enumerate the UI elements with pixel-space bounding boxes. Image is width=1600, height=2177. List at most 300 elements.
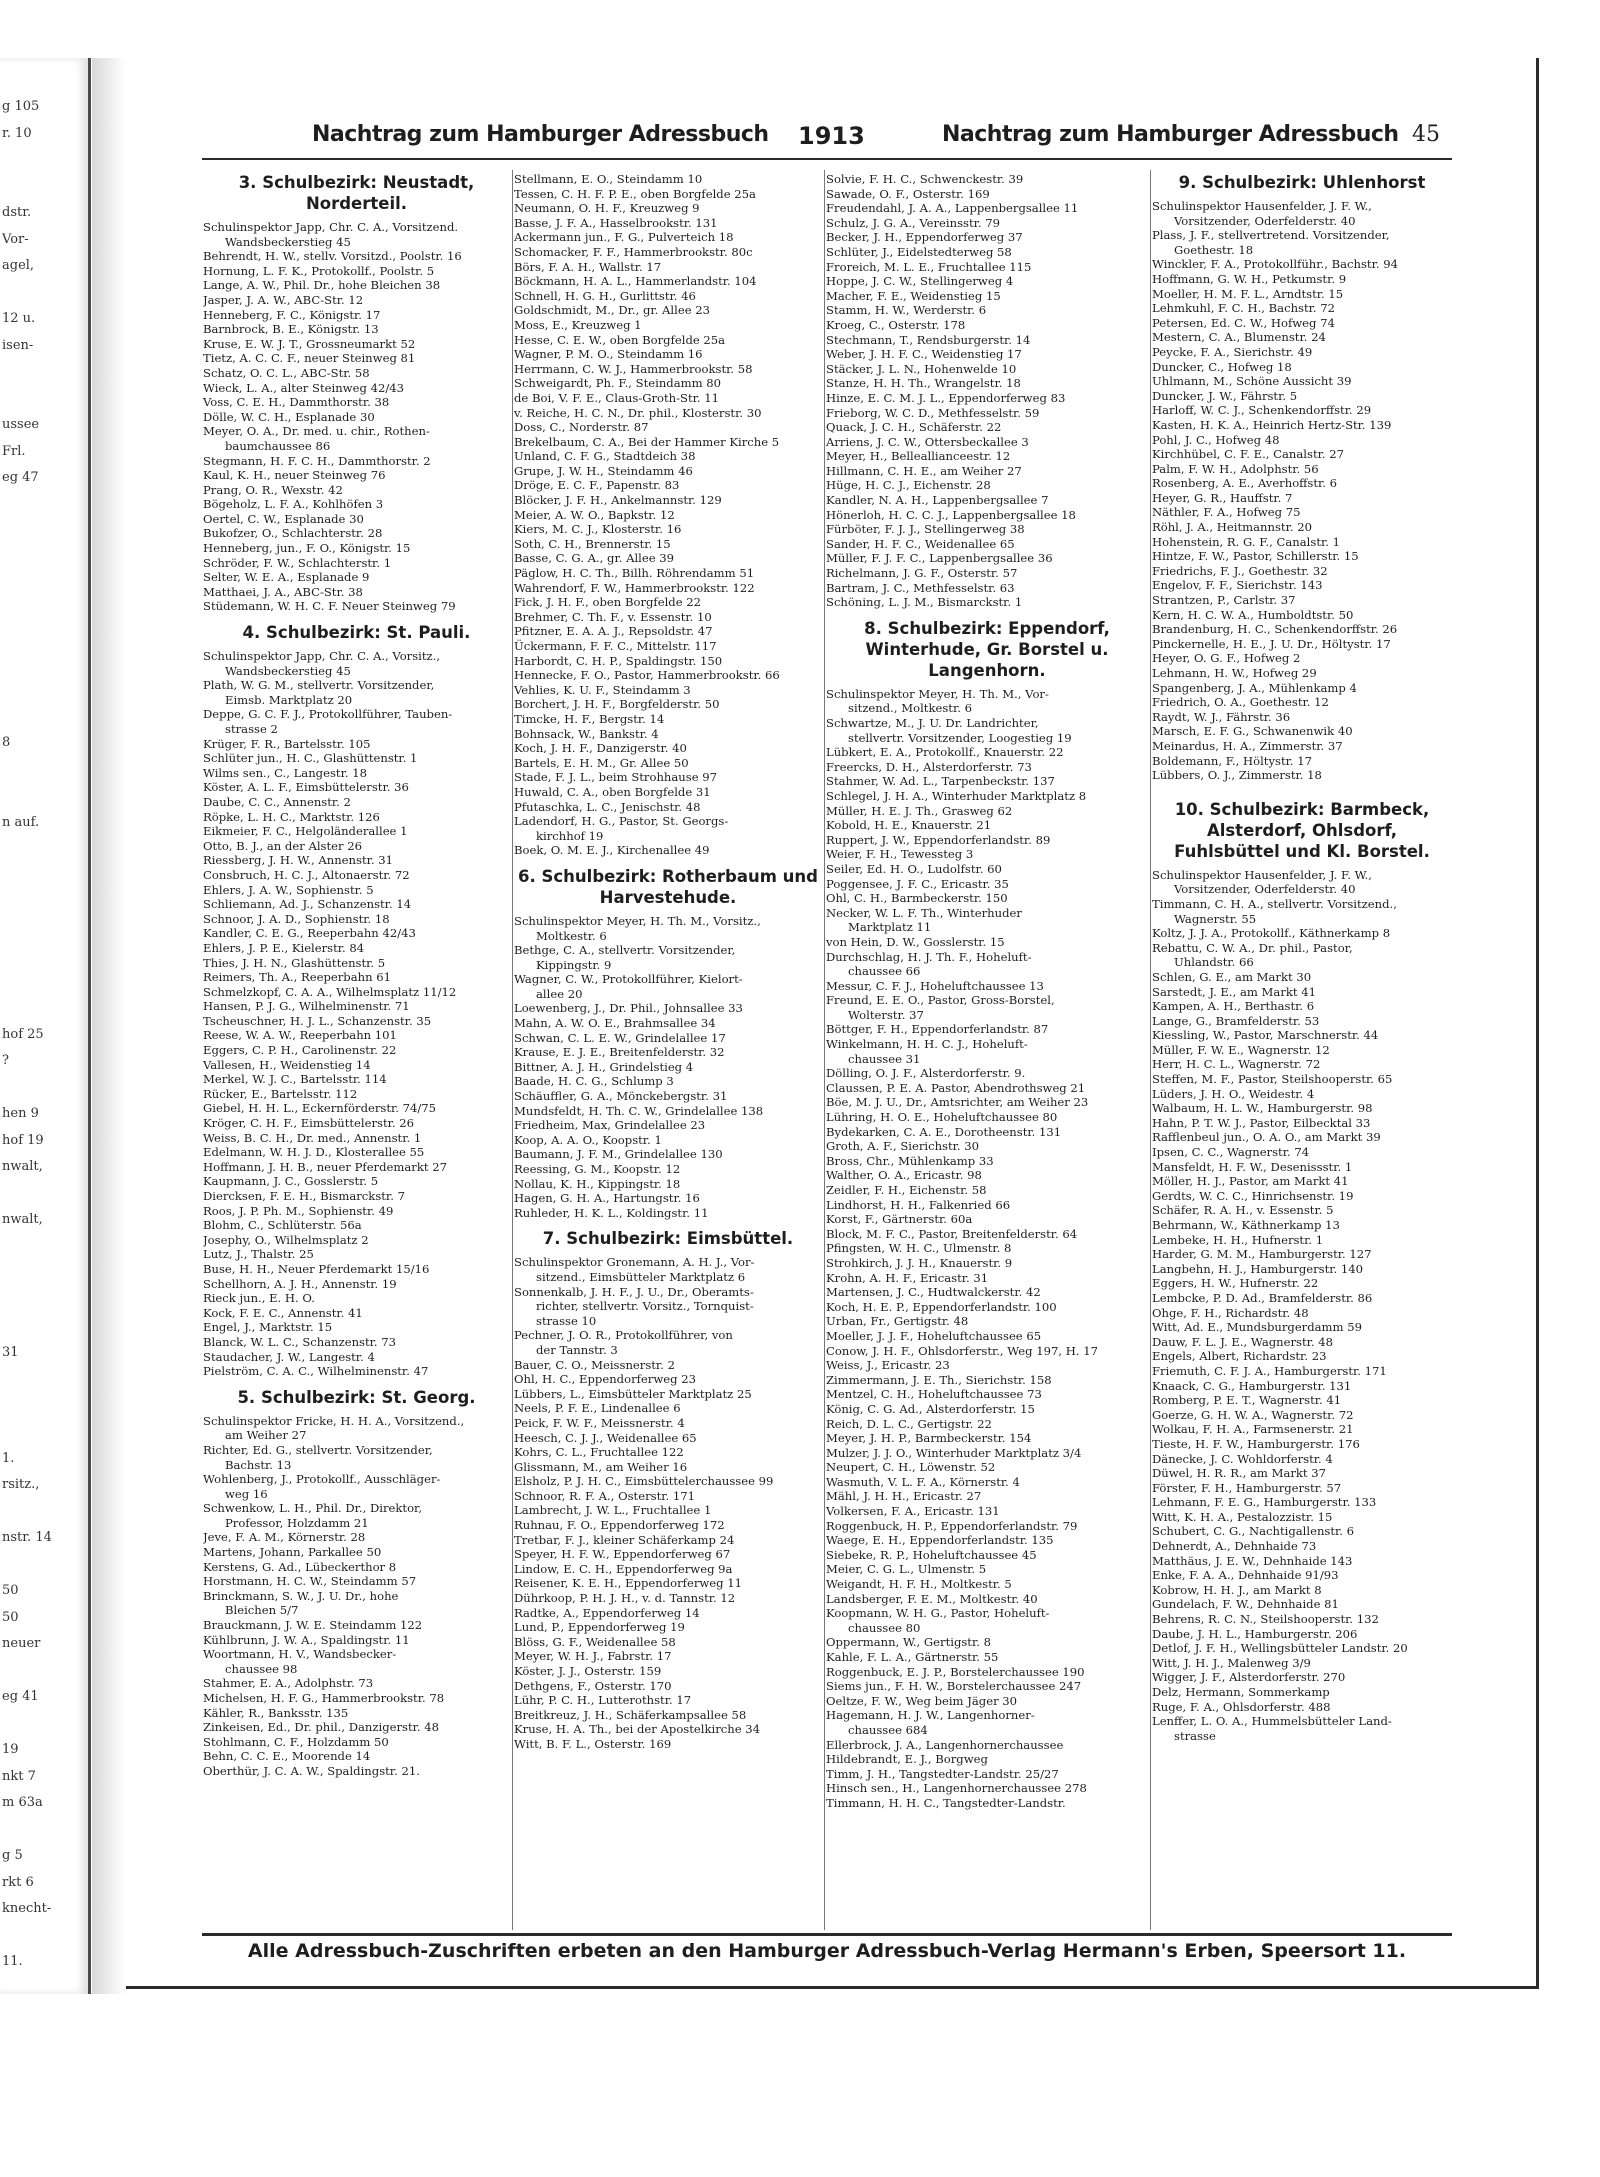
directory-entry: Dölling, O. J. F., Alsterdorferstr. 9. bbox=[826, 1066, 1026, 1081]
entry-continuation: Moltkestr. 6 bbox=[536, 928, 607, 943]
directory-entry: Krause, E. J. E., Breitenfelderstr. 32 bbox=[514, 1045, 725, 1060]
directory-entry: Roggenbuck, H. P., Eppendorferlandstr. 79 bbox=[826, 1518, 1078, 1533]
previous-page-fragment: 19 bbox=[2, 1742, 19, 1757]
directory-entry: Duncker, J. W., Fährstr. 5 bbox=[1152, 388, 1298, 403]
previous-page-fragment: 11. bbox=[2, 1954, 23, 1969]
directory-entry: Lüders, J. H. O., Weidestr. 4 bbox=[1152, 1086, 1315, 1101]
directory-entry: Förster, F. H., Hamburgerstr. 57 bbox=[1152, 1480, 1342, 1495]
directory-entry: Dänecke, J. C. Wohldorferstr. 4 bbox=[1152, 1451, 1333, 1466]
directory-entry: Meier, C. G. L., Ulmenstr. 5 bbox=[826, 1562, 987, 1577]
previous-page-fragment: hof 25 bbox=[2, 1026, 44, 1042]
directory-entry: Friedrichs, F. J., Goethestr. 32 bbox=[1152, 563, 1328, 578]
directory-entry: Heyer, G. R., Hauffstr. 7 bbox=[1152, 490, 1293, 505]
previous-page-fragment: nwalt, bbox=[2, 1212, 43, 1227]
directory-entry: Harbordt, C. H. P., Spaldingstr. 150 bbox=[514, 653, 723, 668]
previous-page-fragment: 1. bbox=[2, 1450, 15, 1466]
directory-entry: Enke, F. A. A., Dehnhaide 91/93 bbox=[1152, 1568, 1339, 1583]
directory-entry: Horstmann, H. C. W., Steindamm 57 bbox=[203, 1574, 417, 1589]
directory-entry: Wagner, C. W., Protokollführer, Kielort- bbox=[514, 972, 743, 987]
directory-entry: Boek, O. M. E. J., Kirchenallee 49 bbox=[514, 843, 710, 858]
previous-page-fragment bbox=[2, 840, 86, 858]
previous-page-fragment: eg 47 bbox=[2, 470, 39, 485]
directory-entry: Schnoor, R. F. A., Osterstr. 171 bbox=[514, 1488, 695, 1503]
directory-entry: Urban, Fr., Gertigstr. 48 bbox=[826, 1314, 969, 1329]
directory-entry: Matthäus, J. E. W., Dehnhaide 143 bbox=[1152, 1553, 1353, 1568]
directory-entry: Goerze, G. H. W. A., Wagnerstr. 72 bbox=[1152, 1407, 1354, 1422]
entry-continuation: Bachstr. 13 bbox=[225, 1457, 292, 1472]
directory-entry: Meyer, O. A., Dr. med. u. chir., Rothen- bbox=[203, 424, 430, 439]
directory-entry: Edelmann, W. H. J. D., Klosterallee 55 bbox=[203, 1145, 425, 1160]
directory-entry: Brinckmann, S. W., J. U. Dr., hohe bbox=[203, 1588, 399, 1603]
directory-entry: Korst, F., Gärtnerstr. 60a bbox=[826, 1212, 973, 1227]
previous-page-fragment: agel, bbox=[2, 258, 35, 273]
previous-page-fragment bbox=[2, 575, 86, 593]
directory-entry: Moeller, H. M. F. L., Arndtstr. 15 bbox=[1152, 286, 1344, 301]
directory-entry: Kobrow, H. H. J., am Markt 8 bbox=[1152, 1582, 1322, 1597]
directory-entry: Conow, J. H. F., Ohlsdorferstr., Weg 197, H. 17 bbox=[826, 1343, 1098, 1358]
directory-entry: Romberg, P. E. T., Wagnerstr. 41 bbox=[1152, 1393, 1342, 1408]
directory-entry: Timmann, H. H. C., Tangstedter-Landstr. bbox=[826, 1795, 1066, 1810]
directory-entry: Dührkoop, P. H. J. H., v. d. Tannstr. 12 bbox=[514, 1591, 736, 1606]
directory-entry: Basse, C. G. A., gr. Allee 39 bbox=[514, 551, 675, 566]
entry-continuation: kirchhof 19 bbox=[536, 828, 604, 843]
directory-entry: Glissmann, M., am Weiher 16 bbox=[514, 1459, 688, 1474]
directory-entry: Ruge, F. A., Ohlsdorferstr. 488 bbox=[1152, 1699, 1331, 1714]
page-number: 45 bbox=[1412, 122, 1440, 147]
directory-entry: Strantzen, P., Carlstr. 37 bbox=[1152, 593, 1296, 608]
directory-entry: Kern, H. C. W. A., Humboldtstr. 50 bbox=[1152, 607, 1354, 622]
directory-entry: Hildebrandt, E. J., Borgweg bbox=[826, 1752, 988, 1767]
directory-entry: Speyer, H. F. W., Eppendorferweg 67 bbox=[514, 1547, 731, 1562]
directory-entry: Düwel, H. R. R., am Markt 37 bbox=[1152, 1466, 1327, 1481]
page-edge-bottom bbox=[126, 1986, 1539, 1989]
entry-continuation: Vorsitzender, Oderfelderstr. 40 bbox=[1174, 882, 1356, 897]
directory-entry: Pohl, J. C., Hofweg 48 bbox=[1152, 432, 1280, 447]
previous-page-fragment bbox=[2, 1238, 86, 1256]
directory-entry: Schulinspektor Fricke, H. H. A., Vorsitzend., bbox=[203, 1413, 465, 1428]
running-header bbox=[312, 120, 1452, 154]
directory-entry: Schöning, L. J. M., Bismarckstr. 1 bbox=[826, 595, 1023, 610]
directory-entry: Brekelbaum, C. A., Bei der Hammer Kirche 5 bbox=[514, 434, 780, 449]
previous-page-fragment bbox=[2, 1423, 86, 1441]
directory-entry: Claussen, P. E. A. Pastor, Abendrothsweg 21 bbox=[826, 1080, 1086, 1095]
directory-entry: Plass, J. F., stellvertretend. Vorsitzender, bbox=[1152, 228, 1390, 243]
entry-continuation: sitzend., Eimsbütteler Marktplatz 6 bbox=[536, 1269, 746, 1284]
directory-entry: Dethgens, F., Osterstr. 170 bbox=[514, 1678, 672, 1693]
previous-page-fragment: n auf. bbox=[2, 814, 40, 830]
directory-entry: Hoppe, J. C. W., Stellingerweg 4 bbox=[826, 274, 1014, 289]
directory-entry: Ruhleder, H. K. L., Koldingstr. 11 bbox=[514, 1205, 709, 1220]
directory-entry: Schwan, C. L. E. W., Grindelallee 17 bbox=[514, 1030, 726, 1045]
directory-entry: Lehmann, F. E. G., Hamburgerstr. 133 bbox=[1152, 1495, 1377, 1510]
directory-entry: Vehlies, K. U. F., Steindamm 3 bbox=[514, 682, 691, 697]
directory-entry: Ladendorf, H. G., Pastor, St. Georgs- bbox=[514, 814, 729, 829]
entry-continuation: chaussee 98 bbox=[225, 1661, 298, 1676]
directory-entry: Winckler, F. A., Protokollführ., Bachstr. 94 bbox=[1152, 257, 1398, 272]
directory-entry: Elsholz, P. J. H. C., Eimsbüttelerchaussee 99 bbox=[514, 1474, 774, 1489]
entry-continuation: chaussee 80 bbox=[848, 1620, 921, 1635]
directory-entry: Merkel, W. J. C., Bartelsstr. 114 bbox=[203, 1072, 387, 1087]
directory-entry: Uhlmann, M., Schöne Aussicht 39 bbox=[1152, 374, 1352, 389]
directory-entry: Hornung, L. F. K., Protokollf., Poolstr. 5 bbox=[203, 263, 435, 278]
entry-continuation: Wolterstr. 37 bbox=[848, 1007, 924, 1022]
school-district-heading: 4. Schulbezirk: St. Pauli. bbox=[242, 623, 471, 643]
previous-page-fragment bbox=[2, 787, 86, 805]
directory-entry: Knaack, C. G., Hamburgerstr. 131 bbox=[1152, 1378, 1352, 1393]
directory-entry: Detlof, J. F. H., Wellingsbütteler Landstr. 20 bbox=[1152, 1641, 1408, 1656]
previous-page-fragment bbox=[2, 1927, 86, 1945]
directory-entry: Reich, D. L. C., Gertigstr. 22 bbox=[826, 1416, 992, 1431]
directory-entry: Duncker, C., Hofweg 18 bbox=[1152, 359, 1292, 374]
directory-entry: Sawade, O. F., Osterstr. 169 bbox=[826, 186, 990, 201]
directory-entry: Wilms sen., C., Langestr. 18 bbox=[203, 765, 367, 780]
directory-entry: Mansfeldt, H. F. W., Desenissstr. 1 bbox=[1152, 1159, 1353, 1174]
directory-entry: Seiler, Ed. H. O., Ludolfstr. 60 bbox=[826, 861, 1002, 876]
directory-entry: Blohm, C., Schlüterstr. 56a bbox=[203, 1218, 362, 1233]
directory-entry: Stahmer, W. Ad. L., Tarpenbeckstr. 137 bbox=[826, 774, 1055, 789]
directory-entry: Lübbers, O. J., Zimmerstr. 18 bbox=[1152, 768, 1322, 783]
directory-entry: Kandler, C. E. G., Reeperbahn 42/43 bbox=[203, 926, 416, 941]
directory-entry: Ückermann, F. F. C., Mittelstr. 117 bbox=[514, 639, 717, 653]
directory-entry: Jasper, J. A. W., ABC-Str. 12 bbox=[203, 292, 364, 307]
directory-entry: Bögeholz, L. F. A., Kohlhöfen 3 bbox=[203, 497, 384, 512]
directory-entry: Pinckernelle, H. E., J. U. Dr., Höltystr. 17 bbox=[1152, 636, 1391, 651]
directory-entry: Martens, Johann, Parkallee 50 bbox=[203, 1545, 382, 1560]
directory-entry: Lindhorst, H. H., Falkenried 66 bbox=[826, 1197, 1011, 1212]
column-2 bbox=[514, 172, 822, 1929]
directory-entry: Hintze, F. W., Pastor, Schillerstr. 15 bbox=[1152, 549, 1359, 564]
directory-entry: Kock, F. E. C., Annenstr. 41 bbox=[203, 1305, 363, 1320]
entry-continuation: Vorsitzender, Oderfelderstr. 40 bbox=[1174, 213, 1356, 228]
directory-entry: Herrmann, C. W. J., Hammerbrookstr. 58 bbox=[514, 361, 753, 376]
directory-entry: Timm, J. H., Tangstedter-Landstr. 25/27 bbox=[826, 1766, 1059, 1781]
directory-entry: Ohl, H. C., Eppendorferweg 23 bbox=[514, 1372, 696, 1387]
directory-entry: Solvie, F. H. C., Schwenckestr. 39 bbox=[826, 172, 1024, 186]
directory-entry: Schubert, C. G., Nachtigallenstr. 6 bbox=[1152, 1524, 1355, 1539]
directory-entry: Mundsfeldt, H. Th. C. W., Grindelallee 138 bbox=[514, 1103, 764, 1118]
directory-entry: Oertel, C. W., Esplanade 30 bbox=[203, 511, 364, 526]
directory-entry: Ruppert, J. W., Eppendorferlandstr. 89 bbox=[826, 832, 1051, 847]
directory-entry: Meier, A. W. O., Bapkstr. 12 bbox=[514, 507, 675, 522]
directory-entry: Poggensee, J. F. C., Ericastr. 35 bbox=[826, 876, 1009, 891]
directory-entry: Hönerloh, H. C. C. J., Lappenbergsallee 18 bbox=[826, 507, 1076, 522]
directory-entry: Radtke, A., Eppendorferweg 14 bbox=[514, 1605, 700, 1620]
directory-entry: Macher, F. E., Weidenstieg 15 bbox=[826, 288, 1001, 303]
previous-page-fragment bbox=[2, 1662, 86, 1680]
directory-entry: Neupert, C. H., Löwenstr. 52 bbox=[826, 1460, 996, 1475]
directory-entry: Palm, F. W. H., Adolphstr. 56 bbox=[1152, 461, 1319, 476]
directory-entry: Huwald, C. A., oben Borgfelde 31 bbox=[514, 784, 711, 799]
directory-entry: Moeller, J. J. F., Hoheluftchaussee 65 bbox=[826, 1328, 1042, 1343]
directory-entry: Hinsch sen., H., Langenhornerchaussee 278 bbox=[826, 1781, 1087, 1796]
directory-entry: Ackermann jun., F. G., Pulverteich 18 bbox=[514, 230, 734, 245]
directory-entry: Kiers, M. C. J., Klosterstr. 16 bbox=[514, 522, 682, 537]
directory-entry: Börs, F. A. H., Wallstr. 17 bbox=[514, 259, 662, 274]
directory-entry: Eggers, H. W., Hufnerstr. 22 bbox=[1152, 1276, 1319, 1291]
directory-entry: Siebeke, R. P., Hoheluftchaussee 45 bbox=[826, 1547, 1037, 1562]
directory-entry: Kirchhübel, C. F. E., Canalstr. 27 bbox=[1152, 447, 1344, 462]
directory-entry: Behn, C. C. E., Moorende 14 bbox=[203, 1749, 371, 1764]
directory-entry: Lehmkuhl, F. C. H., Bachstr. 72 bbox=[1152, 301, 1336, 316]
directory-entry: Stellmann, E. O., Steindamm 10 bbox=[514, 172, 703, 186]
directory-entry: Staudacher, J. W., Langestr. 4 bbox=[203, 1349, 375, 1364]
entry-continuation: weg 16 bbox=[225, 1486, 268, 1501]
previous-page-fragment: Vor- bbox=[2, 231, 29, 247]
directory-entry: Schulinspektor Japp, Chr. C. A., Vorsitzend. bbox=[203, 220, 459, 234]
directory-entry: Freund, E. E. O., Pastor, Gross-Borstel, bbox=[826, 993, 1055, 1008]
directory-entry: Kobold, H. E., Knauerstr. 21 bbox=[826, 818, 992, 833]
directory-entry: Lühring, H. O. E., Hoheluftchaussee 80 bbox=[826, 1110, 1058, 1125]
directory-entry: Gerdts, W. C. C., Hinrichsenstr. 19 bbox=[1152, 1188, 1354, 1203]
previous-page-fragment bbox=[2, 496, 86, 514]
directory-entry: Hillmann, C. H. E., am Weiher 27 bbox=[826, 463, 1022, 478]
directory-entry: Stäcker, J. L. N., Hohenwelde 10 bbox=[826, 361, 1017, 376]
directory-entry: Walther, O. A., Ericastr. 98 bbox=[826, 1168, 982, 1183]
directory-entry: Eggers, C. P. H., Carolinenstr. 22 bbox=[203, 1043, 397, 1058]
previous-page-fragment: isen- bbox=[2, 337, 34, 353]
directory-entry: Kampen, A. H., Berthastr. 6 bbox=[1152, 999, 1315, 1014]
school-district-heading: 9. Schulbezirk: Uhlenhorst bbox=[1178, 173, 1426, 192]
directory-entry: Lutz, J., Thalstr. 25 bbox=[203, 1247, 314, 1262]
directory-entry: Barnbrock, B. E., Königstr. 13 bbox=[203, 322, 379, 337]
directory-entry: Voss, C. E. H., Dammthorstr. 38 bbox=[203, 395, 390, 410]
school-district-heading: 5. Schulbezirk: St. Georg. bbox=[237, 1387, 476, 1407]
directory-entry: Schwartze, M., J. U. Dr. Landrichter, bbox=[826, 716, 1039, 730]
directory-entry: Henneberg, F. C., Königstr. 17 bbox=[203, 307, 381, 322]
directory-entry: Delz, Hermann, Sommerkamp bbox=[1152, 1685, 1330, 1699]
directory-entry: Fürböter, F. J. J., Stellingerweg 38 bbox=[826, 522, 1025, 537]
directory-entry: Messur, C. F. J., Hoheluftchaussee 13 bbox=[826, 978, 1044, 993]
school-district-heading: 10. Schulbezirk: Barmbeck, Alsterdorf, Ohlsdorf, Fuhlsbüttel und Kl. Borstel. bbox=[1174, 799, 1430, 861]
directory-entry: Nollau, K. H., Kippingstr. 18 bbox=[514, 1176, 681, 1191]
directory-entry: Stamm, H. W., Werderstr. 6 bbox=[826, 303, 987, 318]
directory-entry: Quack, J. C. H., Schäferstr. 22 bbox=[826, 420, 1002, 435]
directory-entry: Tieste, H. F. W., Hamburgerstr. 176 bbox=[1152, 1436, 1360, 1451]
directory-entry: Dauw, F. L. J. E., Wagnerstr. 48 bbox=[1152, 1334, 1334, 1349]
entry-continuation: baumchaussee 86 bbox=[225, 438, 331, 453]
previous-page-fragment: Frl. bbox=[2, 443, 26, 459]
directory-entry: Schatz, O. C. L., ABC-Str. 58 bbox=[203, 365, 370, 380]
previous-page-fragment bbox=[2, 655, 86, 673]
directory-entry: Langbehn, H. J., Hamburgerstr. 140 bbox=[1152, 1261, 1364, 1276]
directory-entry: Böckmann, H. A. L., Hammerlandstr. 104 bbox=[514, 274, 757, 289]
previous-page-fragment bbox=[2, 761, 86, 779]
directory-entry: Steffen, M. F., Pastor, Steilshooperstr. 65 bbox=[1152, 1072, 1393, 1087]
directory-entry: Woortmann, H. V., Wandsbecker- bbox=[203, 1647, 397, 1662]
directory-entry: Krüger, F. R., Bartelsstr. 105 bbox=[203, 736, 371, 751]
directory-entry: Michelsen, H. F. G., Hammerbrookstr. 78 bbox=[203, 1691, 445, 1705]
previous-page-fragment bbox=[2, 284, 86, 302]
entry-continuation: allee 20 bbox=[536, 986, 583, 1001]
directory-entry: Koltz, J. J. A., Protokollf., Käthnerkamp 8 bbox=[1152, 926, 1391, 941]
directory-entry: Schlen, G. E., am Markt 30 bbox=[1152, 969, 1312, 984]
directory-entry: Matthaei, J. A., ABC-Str. 38 bbox=[203, 584, 363, 599]
previous-page-fragment bbox=[2, 390, 86, 408]
previous-page-fragment: g 105 bbox=[2, 99, 40, 114]
directory-entry: Spangenberg, J. A., Mühlenkamp 4 bbox=[1152, 680, 1357, 695]
previous-page-fragment bbox=[2, 549, 86, 567]
directory-entry: Schnell, H. G. H., Gurlittstr. 46 bbox=[514, 288, 696, 303]
directory-entry: Pfitzner, E. A. A. J., Repsoldstr. 47 bbox=[514, 624, 713, 639]
directory-entry: Schäfer, R. A. H., v. Essenstr. 5 bbox=[1152, 1203, 1334, 1218]
directory-entry: Waege, E. H., Eppendorferlandstr. 135 bbox=[826, 1533, 1054, 1548]
directory-entry: Schlüter, J., Eidelstedterweg 58 bbox=[826, 244, 1012, 259]
directory-entry: Schulz, J. G. A., Vereinsstr. 79 bbox=[826, 215, 1001, 230]
directory-entry: Lenffer, L. O. A., Hummelsbütteler Land- bbox=[1152, 1714, 1392, 1729]
directory-entry: Witt, B. F. L., Osterstr. 169 bbox=[514, 1736, 672, 1751]
school-district-heading: 6. Schulbezirk: Rotherbaum und Harvestehude. bbox=[518, 866, 818, 907]
directory-entry: Hoffmann, J. H. B., neuer Pferdemarkt 27 bbox=[203, 1159, 447, 1174]
directory-entry: Koch, J. H. F., Danzigerstr. 40 bbox=[514, 741, 687, 756]
directory-entry: Frieborg, W. C. D., Methfesselstr. 59 bbox=[826, 405, 1040, 420]
entry-continuation: Eimsb. Marktplatz 20 bbox=[225, 692, 353, 707]
directory-entry: Kahle, F. L. A., Gärtnerstr. 55 bbox=[826, 1650, 999, 1664]
previous-page-fragment bbox=[2, 602, 86, 620]
entry-continuation: chaussee 684 bbox=[848, 1722, 928, 1737]
directory-entry: Harder, G. M. M., Hamburgerstr. 127 bbox=[1152, 1247, 1372, 1262]
directory-entry: Basse, J. F. A., Hasselbrookstr. 131 bbox=[514, 215, 718, 230]
directory-entry: Oeltze, F. W., Weg beim Jäger 30 bbox=[826, 1693, 1018, 1708]
previous-page-fragment: hof 19 bbox=[2, 1132, 44, 1148]
directory-entry: Wieck, L. A., alter Steinweg 42/43 bbox=[203, 380, 404, 395]
directory-entry: Pechner, J. O. R., Protokollführer, von bbox=[514, 1328, 733, 1343]
previous-page-fragment bbox=[2, 973, 86, 991]
previous-page-fragment bbox=[2, 946, 86, 964]
previous-page-fragment: m 63a bbox=[2, 1795, 43, 1810]
entry-continuation: strasse bbox=[1174, 1728, 1216, 1743]
directory-entry: Müller, H. E. J. Th., Grasweg 62 bbox=[826, 803, 1013, 818]
directory-entry: Lindow, E. C. H., Eppendorferweg 9a bbox=[514, 1561, 733, 1576]
directory-entry: Schulinspektor Hausenfelder, J. F. W., bbox=[1152, 199, 1372, 213]
previous-page-fragment bbox=[2, 363, 86, 381]
directory-entry: Vallesen, H., Weidenstieg 14 bbox=[203, 1057, 371, 1072]
directory-entry: Rosenberg, A. E., Averhoffstr. 6 bbox=[1152, 476, 1338, 491]
directory-entry: Hennecke, F. O., Pastor, Hammerbrookstr. 66 bbox=[514, 668, 780, 683]
entry-continuation: chaussee 66 bbox=[848, 964, 921, 979]
directory-entry: Schomacker, F. F., Hammerbrookstr. 80c bbox=[514, 244, 753, 259]
entry-continuation: stellvertr. Vorsitzender, Loogestieg 19 bbox=[848, 730, 1072, 745]
directory-entry: Bross, Chr., Mühlenkamp 33 bbox=[826, 1153, 994, 1168]
directory-entry: Bukofzer, O., Schlachterstr. 28 bbox=[203, 526, 383, 541]
directory-entry: Kaul, K. H., neuer Steinweg 76 bbox=[203, 468, 386, 483]
directory-entry: Roggenbuck, E. J. P., Borstelerchaussee 190 bbox=[826, 1664, 1085, 1679]
entry-continuation: Wagnerstr. 55 bbox=[1174, 911, 1257, 926]
column-divider bbox=[1150, 170, 1151, 1930]
directory-entry: König, C. G. Ad., Alsterdorferstr. 15 bbox=[826, 1401, 1035, 1416]
directory-entry: Wigger, J. F., Alsterdorferstr. 270 bbox=[1152, 1670, 1346, 1685]
header-rule bbox=[202, 158, 1452, 160]
directory-entry: Rafflenbeul jun., O. A. O., am Markt 39 bbox=[1152, 1130, 1381, 1145]
directory-entry: Kandler, N. A. H., Lappenbergsallee 7 bbox=[826, 493, 1049, 508]
directory-entry: Bethge, C. A., stellvertr. Vorsitzender, bbox=[514, 943, 736, 958]
entry-continuation: Bleichen 5/7 bbox=[225, 1603, 299, 1618]
directory-entry: Friedrich, O. A., Goethestr. 12 bbox=[1152, 695, 1329, 710]
directory-entry: Walbaum, H. L. W., Hamburgerstr. 98 bbox=[1152, 1101, 1373, 1116]
directory-entry: Herr, H. C. L., Wagnerstr. 72 bbox=[1152, 1057, 1321, 1072]
directory-entry: Lund, P., Eppendorferweg 19 bbox=[514, 1620, 685, 1635]
directory-entry: Peick, F. W. F., Meissnerstr. 4 bbox=[514, 1415, 685, 1430]
directory-entry: Koopmann, W. H. G., Pastor, Hoheluft- bbox=[826, 1606, 1050, 1621]
directory-entry: Lange, A. W., Phil. Dr., hohe Bleichen 38 bbox=[203, 278, 441, 293]
previous-page-fragment: ? bbox=[2, 1053, 9, 1068]
directory-entry: Volkersen, F. A., Ericastr. 131 bbox=[826, 1504, 1000, 1519]
directory-entry: Kähler, R., Banksstr. 135 bbox=[203, 1705, 349, 1720]
directory-entry: Ipsen, C. C., Wagnerstr. 74 bbox=[1152, 1145, 1310, 1160]
previous-page-fragment: 50 bbox=[2, 1583, 19, 1598]
directory-entry: Doss, C., Norderstr. 87 bbox=[514, 420, 649, 435]
directory-entry: Päglow, H. C. Th., Billh. Röhrendamm 51 bbox=[514, 566, 755, 581]
directory-entry: Müller, F. W. E., Wagnerstr. 12 bbox=[1152, 1042, 1330, 1057]
previous-page-fragment: eg 41 bbox=[2, 1689, 39, 1704]
directory-entry: Sonnenkalb, J. H. F., J. U., Dr., Oberamts- bbox=[514, 1284, 754, 1299]
previous-page-fragment bbox=[2, 681, 86, 699]
directory-entry: Hagemann, H. J. W., Langenhorner- bbox=[826, 1708, 1035, 1723]
directory-entry: Timmann, C. H. A., stellvertr. Vorsitzend., bbox=[1152, 896, 1397, 911]
directory-entry: Pfutaschka, L. C., Jenischstr. 48 bbox=[514, 799, 701, 814]
directory-entry: Groth, A. F., Sierichstr. 30 bbox=[826, 1139, 980, 1154]
directory-entry: Kruse, E. W. J. T., Grossneumarkt 52 bbox=[203, 336, 416, 351]
directory-entry: Pfingsten, W. H. C., Ulmenstr. 8 bbox=[826, 1241, 1012, 1256]
entry-continuation: am Weiher 27 bbox=[225, 1428, 307, 1443]
directory-entry: Brandenburg, H. C., Schenkendorffstr. 26 bbox=[1152, 622, 1398, 637]
directory-entry: Dölle, W. C. H., Esplanade 30 bbox=[203, 409, 375, 424]
directory-entry: Lehmann, H. W., Hofweg 29 bbox=[1152, 666, 1317, 680]
directory-entry: Engelov, F. F., Sierichstr. 143 bbox=[1152, 578, 1323, 593]
directory-entry: Rieck jun., E. H. O. bbox=[203, 1291, 315, 1306]
directory-entry: Hoffmann, G. W. H., Petkumstr. 9 bbox=[1152, 271, 1347, 286]
directory-entry: Plath, W. G. M., stellvertr. Vorsitzender, bbox=[203, 678, 435, 693]
directory-entry: Freercks, D. H., Alsterdorferstr. 73 bbox=[826, 759, 1032, 774]
directory-entry: Bittner, A. J. H., Grindelstieg 4 bbox=[514, 1059, 694, 1074]
directory-entry: Oberthür, J. C. A. W., Spaldingstr. 21. bbox=[203, 1763, 420, 1778]
directory-entry: Kiessling, W., Pastor, Marschnerstr. 44 bbox=[1152, 1028, 1379, 1043]
directory-entry: Kaupmann, J. C., Gosslerstr. 5 bbox=[203, 1174, 379, 1189]
directory-entry: Lühr, P. C. H., Lutterothstr. 17 bbox=[514, 1693, 692, 1708]
directory-entry: Schulinspektor Hausenfelder, J. F. W., bbox=[1152, 867, 1372, 882]
directory-entry: Müller, F. J. F. C., Lappenbergsallee 36 bbox=[826, 551, 1053, 566]
directory-entry: Block, M. F. C., Pastor, Breitenfelderstr. 64 bbox=[826, 1226, 1078, 1241]
previous-page-margin bbox=[0, 58, 91, 1994]
directory-entry: Baade, H. C. G., Schlump 3 bbox=[514, 1074, 674, 1089]
directory-entry: Josephy, O., Wilhelmsplatz 2 bbox=[203, 1232, 369, 1247]
directory-entry: Wolkau, F. H. A., Farmsenerstr. 21 bbox=[1152, 1422, 1354, 1437]
directory-entry: Bydekarken, C. A. E., Dorotheenstr. 131 bbox=[826, 1124, 1062, 1139]
directory-entry: Harloff, W. C. J., Schenkendorffstr. 29 bbox=[1152, 403, 1372, 418]
directory-entry: Hagen, G. H. A., Hartungstr. 16 bbox=[514, 1191, 700, 1206]
previous-page-fragment bbox=[2, 1291, 86, 1309]
directory-entry: Thies, J. H. N., Glashüttenstr. 5 bbox=[203, 955, 386, 970]
directory-entry: Schwenkow, L. H., Phil. Dr., Direktor, bbox=[203, 1501, 423, 1516]
directory-entry: Diercksen, F. E. H., Bismarckstr. 7 bbox=[203, 1189, 405, 1203]
directory-entry: Richelmann, J. G. F., Osterstr. 57 bbox=[826, 566, 1018, 581]
directory-entry: Ellerbrock, J. A., Langenhornerchaussee bbox=[826, 1737, 1064, 1752]
directory-entry: Borchert, J. H. F., Borgfelderstr. 50 bbox=[514, 697, 720, 712]
previous-page-fragment: knecht- bbox=[2, 1901, 52, 1916]
directory-entry: Baumann, J. F. M., Grindelallee 130 bbox=[514, 1147, 723, 1162]
directory-entry: Friedheim, Max, Grindelallee 23 bbox=[514, 1118, 706, 1133]
directory-entry: Mentzel, C. H., Hoheluftchaussee 73 bbox=[826, 1387, 1042, 1402]
directory-entry: Froreich, M. L. E., Fruchtallee 115 bbox=[826, 259, 1032, 274]
previous-page-fragment: r. 10 bbox=[2, 125, 32, 141]
directory-entry: Weiss, J., Ericastr. 23 bbox=[826, 1358, 950, 1373]
directory-entry: Peycke, F. A., Sierichstr. 49 bbox=[1152, 344, 1313, 359]
directory-entry: Dröge, E. C. F., Papenstr. 83 bbox=[514, 478, 680, 493]
directory-entry: Koop, A. A. O., Koopstr. 1 bbox=[514, 1132, 662, 1147]
directory-entry: Tretbar, F. J., kleiner Schäferkamp 24 bbox=[514, 1532, 735, 1547]
directory-entry: Schweigardt, Ph. F., Steindamm 80 bbox=[514, 376, 722, 391]
directory-entry: Rebattu, C. W. A., Dr. phil., Pastor, bbox=[1152, 940, 1353, 955]
previous-page-fragment bbox=[2, 867, 86, 885]
